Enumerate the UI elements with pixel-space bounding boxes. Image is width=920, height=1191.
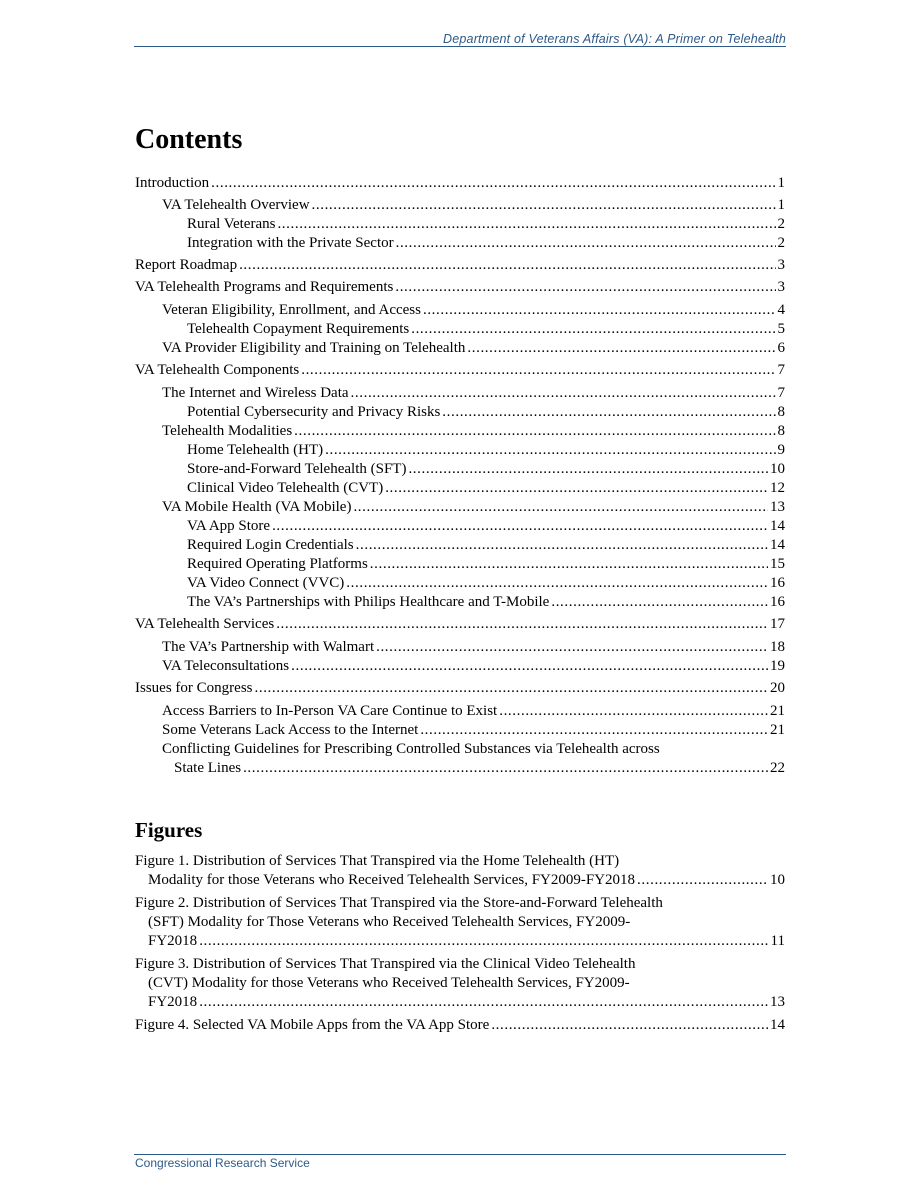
figures-heading: Figures: [135, 818, 203, 842]
dot-leader: [396, 234, 776, 253]
dot-leader: [491, 1016, 768, 1035]
dot-leader: [499, 702, 768, 721]
toc-entry[interactable]: [135, 215, 785, 234]
figure-entry-line2[interactable]: (CVT) Modality for those Veterans who Received Telehealth Services, FY2009-: [148, 975, 630, 991]
toc-entry-label: VA Provider Eligibility and Training on Telehealth: [162, 340, 466, 356]
toc-entry[interactable]: [135, 301, 785, 320]
toc-entry-label: Potential Cybersecurity and Privacy Risks: [187, 404, 441, 420]
toc-entry[interactable]: [135, 361, 785, 380]
toc-entry-label: Report Roadmap: [135, 257, 238, 273]
dot-leader: [199, 932, 768, 951]
dot-leader: [199, 993, 768, 1012]
toc-entry-label: VA Telehealth Programs and Requirements: [135, 279, 394, 295]
dot-leader: [272, 517, 768, 536]
figure-entry[interactable]: [135, 1016, 785, 1035]
toc-entry[interactable]: [135, 403, 785, 422]
toc-entry[interactable]: [135, 721, 785, 740]
figure-entry-page: 13: [770, 994, 785, 1010]
toc-entry-label: Telehealth Modalities: [162, 423, 293, 439]
toc-entry-page: 5: [777, 321, 785, 337]
figure-entry-label: Modality for those Veterans who Received Telehealth Services, FY2009-FY2018: [148, 872, 636, 888]
toc-entry-label: The Internet and Wireless Data: [162, 385, 349, 401]
dot-leader: [442, 403, 775, 422]
toc-entry-page: 7: [777, 385, 785, 401]
footer-rule: [134, 1154, 786, 1155]
toc-entry[interactable]: [135, 593, 785, 612]
toc-entry-page: 21: [770, 703, 785, 719]
dot-leader: [637, 871, 768, 890]
dot-leader: [376, 638, 768, 657]
contents-heading: Contents: [135, 124, 243, 155]
toc-entry-label: Introduction: [135, 175, 210, 191]
footer-source: Congressional Research Service: [135, 1156, 310, 1170]
figure-entry-page: 14: [770, 1017, 785, 1033]
toc-entry-page: 10: [770, 461, 785, 477]
toc-entry-page: 8: [777, 423, 785, 439]
toc-entry-label: Clinical Video Telehealth (CVT): [187, 480, 384, 496]
toc-entry-label: State Lines: [174, 760, 242, 776]
toc-entry-label: Integration with the Private Sector: [187, 235, 394, 251]
toc-entry-label: Veteran Eligibility, Enrollment, and Access: [162, 302, 421, 318]
toc-entry[interactable]: [135, 517, 785, 536]
toc-entry-page: 15: [770, 556, 785, 572]
dot-leader: [239, 256, 775, 275]
toc-entry-page: 4: [777, 302, 785, 318]
dot-leader: [408, 460, 768, 479]
toc-entry-page: 1: [777, 197, 785, 213]
toc-entry[interactable]: [135, 536, 785, 555]
toc-entry-page: 7: [777, 362, 785, 378]
toc-entry[interactable]: [135, 657, 785, 676]
toc-entry-label: Home Telehealth (HT): [187, 442, 324, 458]
dot-leader: [325, 441, 775, 460]
dot-leader: [423, 301, 776, 320]
toc-entry[interactable]: [135, 479, 785, 498]
toc-entry[interactable]: [135, 174, 785, 193]
toc-entry-label: The VA’s Partnerships with Philips Healthcare and T-Mobile: [187, 594, 550, 610]
toc-entry[interactable]: [135, 759, 785, 778]
toc-entry-page: 16: [770, 575, 785, 591]
dot-leader: [211, 174, 775, 193]
toc-entry-label: VA Mobile Health (VA Mobile): [162, 499, 352, 515]
toc-entry-label: Issues for Congress: [135, 680, 253, 696]
running-header-title: Department of Veterans Affairs (VA): A Primer on Telehealth: [443, 32, 786, 46]
toc-entry-page: 21: [770, 722, 785, 738]
dot-leader: [276, 615, 768, 634]
dot-leader: [351, 384, 776, 403]
dot-leader: [291, 657, 768, 676]
toc-entry-page: 17: [770, 616, 785, 632]
figure-entry[interactable]: [135, 993, 785, 1012]
toc-entry[interactable]: [135, 702, 785, 721]
figure-entry-line2[interactable]: (SFT) Modality for Those Veterans who Received Telehealth Services, FY2009-: [148, 914, 631, 930]
toc-entry[interactable]: [135, 498, 785, 517]
dot-leader: [255, 679, 769, 698]
toc-entry-page: 22: [770, 760, 785, 776]
toc-entry-label: Access Barriers to In-Person VA Care Continue to Exist: [162, 703, 498, 719]
toc-entry-label: Telehealth Copayment Requirements: [187, 321, 410, 337]
toc-entry-page: 18: [770, 639, 785, 655]
figure-entry-line1[interactable]: Figure 2. Distribution of Services That Transpired via the Store-and-Forward Telehealth: [135, 895, 663, 911]
toc-entry-label: VA Video Connect (VVC): [187, 575, 345, 591]
figure-entry-line1[interactable]: Figure 1. Distribution of Services That Transpired via the Home Telehealth (HT): [135, 853, 620, 869]
toc-entry-page: 16: [770, 594, 785, 610]
toc-entry[interactable]: [135, 615, 785, 634]
figure-entry[interactable]: [135, 871, 785, 890]
dot-leader: [551, 593, 768, 612]
toc-entry-page: 3: [777, 279, 785, 295]
toc-entry[interactable]: [135, 320, 785, 339]
toc-entry[interactable]: [135, 441, 785, 460]
dot-leader: [346, 574, 768, 593]
toc-entry-page: 14: [770, 518, 785, 534]
toc-entry-page: 14: [770, 537, 785, 553]
toc-entry-label: VA Telehealth Components: [135, 362, 300, 378]
toc-entry-page: 20: [770, 680, 785, 696]
toc-entry-page: 8: [777, 404, 785, 420]
dot-leader: [467, 339, 775, 358]
dot-leader: [385, 479, 768, 498]
toc-entry[interactable]: [135, 555, 785, 574]
figure-entry-label: FY2018: [148, 994, 198, 1010]
figure-entry-line1[interactable]: Figure 3. Distribution of Services That Transpired via the Clinical Video Telehealth: [135, 956, 636, 972]
toc-entry-label: The VA’s Partnership with Walmart: [162, 639, 375, 655]
toc-entry[interactable]: [135, 679, 785, 698]
dot-leader: [395, 278, 775, 297]
toc-entry-page: 1: [777, 175, 785, 191]
toc-entry-page: 6: [777, 340, 785, 356]
figure-entry-label: FY2018: [148, 933, 198, 949]
dot-leader: [370, 555, 768, 574]
toc-entry-page: 12: [770, 480, 785, 496]
dot-leader: [356, 536, 768, 555]
toc-entry[interactable]: [135, 196, 785, 215]
toc-entry[interactable]: [135, 460, 785, 479]
toc-entry[interactable]: [135, 574, 785, 593]
figure-entry[interactable]: [135, 932, 785, 951]
toc-entry-label: Some Veterans Lack Access to the Internet: [162, 722, 419, 738]
dot-leader: [294, 422, 775, 441]
toc-entry-label: VA Telehealth Overview: [162, 197, 310, 213]
figure-entry-page: 10: [770, 872, 785, 888]
header-rule: [134, 46, 786, 47]
toc-entry-label: Rural Veterans: [187, 216, 276, 232]
dot-leader: [301, 361, 775, 380]
toc-entry-label: VA Telehealth Services: [135, 616, 275, 632]
toc-entry[interactable]: [135, 422, 785, 441]
toc-entry-page: 9: [777, 442, 785, 458]
toc-entry[interactable]: [135, 384, 785, 403]
toc-entry-page: 2: [777, 216, 785, 232]
toc-entry[interactable]: [135, 339, 785, 358]
toc-entry-page: 2: [777, 235, 785, 251]
dot-leader: [411, 320, 775, 339]
toc-entry[interactable]: [135, 256, 785, 275]
dot-leader: [420, 721, 768, 740]
toc-entry-label: Required Login Credentials: [187, 537, 354, 553]
toc-entry-page: 19: [770, 658, 785, 674]
figure-entry-label: Figure 4. Selected VA Mobile Apps from the VA App Store: [135, 1017, 490, 1033]
toc-entry[interactable]: [135, 638, 785, 657]
toc-entry[interactable]: [135, 278, 785, 297]
dot-leader: [243, 759, 768, 778]
toc-entry[interactable]: [135, 234, 785, 253]
toc-entry-page: 3: [777, 257, 785, 273]
toc-entry-label: Store-and-Forward Telehealth (SFT): [187, 461, 407, 477]
figure-entry-page: 11: [770, 933, 785, 949]
toc-entry-label: VA App Store: [187, 518, 271, 534]
toc-entry-label-line1[interactable]: Conflicting Guidelines for Prescribing Controlled Substances via Telehealth across: [162, 741, 660, 757]
toc-entry-label: VA Teleconsultations: [162, 658, 290, 674]
toc-entry-page: 13: [770, 499, 785, 515]
dot-leader: [277, 215, 775, 234]
dot-leader: [312, 196, 776, 215]
dot-leader: [353, 498, 768, 517]
toc-entry-label: Required Operating Platforms: [187, 556, 368, 572]
